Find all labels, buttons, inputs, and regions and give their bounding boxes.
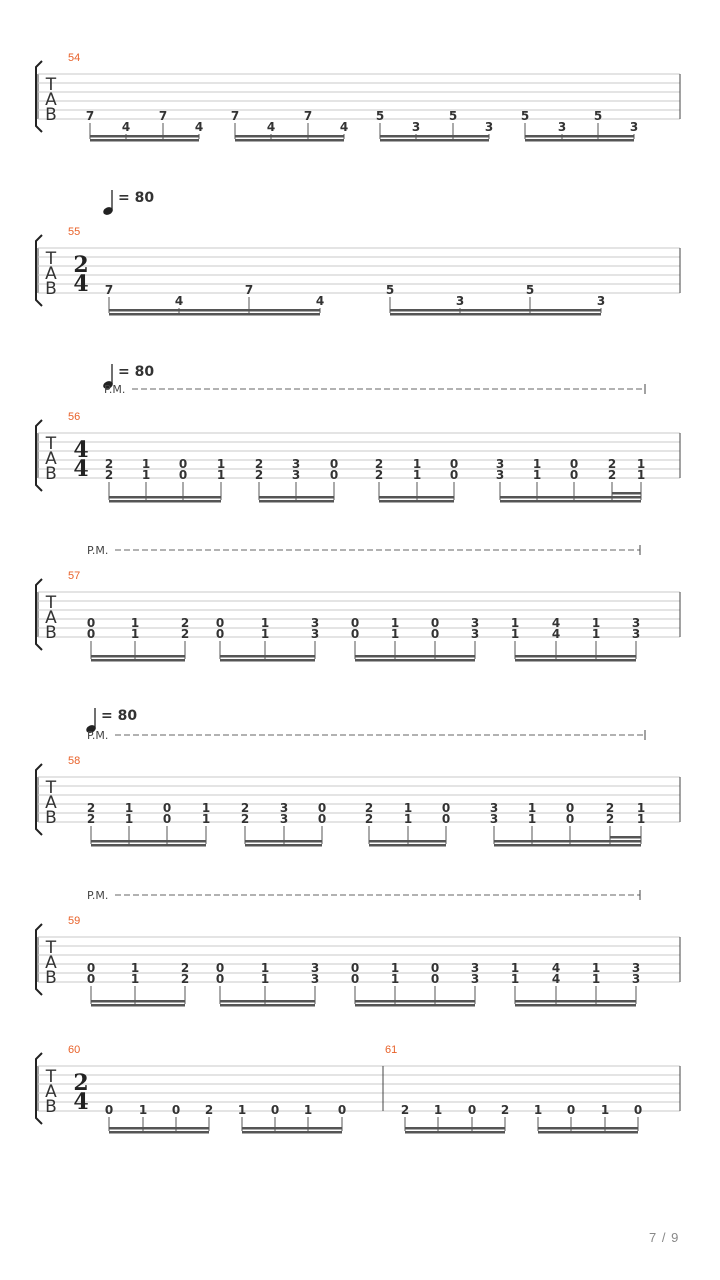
fret-number: 3: [310, 972, 320, 986]
fret-number: 1: [303, 1103, 313, 1117]
fret-number: 7: [303, 109, 313, 123]
tab-clef-letter-a: A: [45, 449, 57, 469]
fret-number: 1: [138, 1103, 148, 1117]
tab-clef-letter-b: B: [45, 279, 57, 299]
fret-number: 7: [244, 283, 254, 297]
fret-number: 1: [591, 627, 601, 641]
fret-number: 1: [390, 616, 400, 630]
fret-number: 1: [412, 468, 422, 482]
fret-number: 1: [201, 801, 211, 815]
fret-number: 0: [86, 961, 96, 975]
beam-secondary: [109, 1131, 209, 1134]
beam-secondary: [380, 139, 489, 142]
fret-number: 1: [216, 468, 226, 482]
fret-number: 1: [390, 961, 400, 975]
fret-number: 1: [636, 468, 646, 482]
tab-clef-letter-t: T: [45, 434, 57, 454]
fret-number: 1: [591, 961, 601, 975]
beam-secondary: [538, 1131, 638, 1134]
fret-number: 1: [433, 1103, 443, 1117]
beam-primary: [494, 840, 641, 843]
tab-clef-letter-a: A: [45, 608, 57, 628]
tab-clef-letter-a: A: [45, 953, 57, 973]
beam-tertiary: [612, 492, 641, 495]
fret-number: 1: [260, 961, 270, 975]
beam-primary: [379, 496, 454, 499]
beam-secondary: [515, 1004, 636, 1007]
palm-mute-label: P.M.: [87, 544, 109, 557]
beam-secondary: [259, 500, 334, 503]
fret-number: 0: [569, 457, 579, 471]
fret-number: 3: [291, 468, 301, 482]
fret-number: 2: [240, 801, 250, 815]
fret-number: 0: [565, 812, 575, 826]
beam-secondary: [525, 139, 634, 142]
fret-number: 1: [527, 812, 537, 826]
fret-number: 3: [489, 801, 499, 815]
fret-number: 0: [430, 961, 440, 975]
measure-number: 55: [68, 226, 81, 238]
fret-number: 0: [441, 801, 451, 815]
fret-number: 0: [86, 616, 96, 630]
beam-primary: [355, 655, 475, 658]
time-signature-bottom: 4: [73, 1089, 89, 1115]
measure-number: 61: [385, 1044, 398, 1056]
tab-clef-letter-b: B: [45, 1097, 57, 1117]
tab-clef-letter-t: T: [45, 249, 57, 269]
beam-primary: [405, 1127, 505, 1130]
fret-number: 1: [130, 972, 140, 986]
fret-number: 1: [390, 972, 400, 986]
fret-number: 5: [448, 109, 458, 123]
beam-primary: [235, 135, 344, 138]
fret-number: 1: [130, 616, 140, 630]
fret-number: 3: [291, 457, 301, 471]
beam-secondary: [379, 500, 454, 503]
fret-number: 5: [525, 283, 535, 297]
tab-clef-letter-b: B: [45, 968, 57, 988]
fret-number: 2: [180, 627, 190, 641]
measure-number: 54: [68, 52, 81, 64]
beam-secondary: [235, 139, 344, 142]
fret-number: 4: [121, 120, 131, 134]
fret-number: 3: [631, 616, 641, 630]
time-signature-top: 2: [73, 252, 89, 278]
beam-primary: [538, 1127, 638, 1130]
beam-secondary: [245, 844, 322, 847]
beam-secondary: [494, 844, 641, 847]
tab-clef-letter-t: T: [45, 593, 57, 613]
beam-primary: [109, 309, 320, 312]
system-bracket: [36, 764, 42, 835]
fret-number: 5: [375, 109, 385, 123]
palm-mute-label: P.M.: [87, 889, 109, 902]
system-bracket: [36, 924, 42, 995]
fret-number: 3: [489, 812, 499, 826]
fret-number: 3: [455, 294, 465, 308]
tab-clef-letter-t: T: [45, 938, 57, 958]
fret-number: 3: [279, 812, 289, 826]
fret-number: 1: [600, 1103, 610, 1117]
fret-number: 1: [390, 627, 400, 641]
time-signature-top: 4: [73, 437, 89, 463]
tab-clef-letter-a: A: [45, 1082, 57, 1102]
fret-number: 7: [85, 109, 95, 123]
fret-number: 2: [204, 1103, 214, 1117]
fret-number: 1: [141, 457, 151, 471]
fret-number: 2: [254, 457, 264, 471]
fret-number: 4: [551, 972, 561, 986]
fret-number: 0: [270, 1103, 280, 1117]
fret-number: 0: [350, 972, 360, 986]
fret-number: 1: [636, 457, 646, 471]
fret-number: 3: [495, 457, 505, 471]
beam-secondary: [91, 659, 185, 662]
fret-number: 0: [430, 972, 440, 986]
tab-clef-letter-a: A: [45, 793, 57, 813]
fret-number: 2: [180, 961, 190, 975]
beam-primary: [380, 135, 489, 138]
fret-number: 0: [441, 812, 451, 826]
fret-number: 0: [317, 812, 327, 826]
fret-number: 1: [412, 457, 422, 471]
fret-number: 0: [162, 801, 172, 815]
page-indicator: 7 / 9: [649, 1230, 680, 1245]
tab-clef-letter-t: T: [45, 75, 57, 95]
tab-system-3: [36, 364, 680, 503]
fret-number: 3: [310, 627, 320, 641]
fret-number: 2: [86, 812, 96, 826]
beam-primary: [91, 840, 206, 843]
tab-clef-letter-a: A: [45, 90, 57, 110]
fret-number: 3: [470, 961, 480, 975]
beam-secondary: [369, 844, 446, 847]
fret-number: 2: [364, 801, 374, 815]
fret-number: 4: [551, 961, 561, 975]
fret-number: 1: [130, 627, 140, 641]
measure-number: 59: [68, 915, 81, 927]
fret-number: 2: [607, 457, 617, 471]
fret-number: 0: [430, 627, 440, 641]
fret-number: 3: [631, 627, 641, 641]
tab-system-4: [36, 544, 680, 662]
fret-number: 3: [470, 972, 480, 986]
fret-number: 3: [411, 120, 421, 134]
measure-number: 56: [68, 411, 81, 423]
time-signature-bottom: 4: [73, 271, 89, 297]
measure-number: 57: [68, 570, 81, 582]
beam-primary: [242, 1127, 342, 1130]
fret-number: 0: [569, 468, 579, 482]
fret-number: 4: [315, 294, 325, 308]
beam-primary: [390, 309, 601, 312]
fret-number: 0: [215, 961, 225, 975]
fret-number: 0: [317, 801, 327, 815]
fret-number: 4: [551, 627, 561, 641]
beam-primary: [91, 655, 185, 658]
tempo-marking: = 80: [118, 364, 155, 380]
fret-number: 1: [532, 468, 542, 482]
fret-number: 3: [495, 468, 505, 482]
fret-number: 0: [350, 616, 360, 630]
fret-number: 1: [636, 812, 646, 826]
fret-number: 0: [215, 616, 225, 630]
beam-tertiary: [610, 836, 641, 839]
beam-primary: [245, 840, 322, 843]
fret-number: 4: [194, 120, 204, 134]
fret-number: 1: [533, 1103, 543, 1117]
fret-number: 0: [566, 1103, 576, 1117]
fret-number: 1: [403, 801, 413, 815]
tab-system-2: [36, 190, 680, 316]
fret-number: 5: [520, 109, 530, 123]
fret-number: 0: [171, 1103, 181, 1117]
beam-secondary: [91, 1004, 185, 1007]
fret-number: 3: [310, 961, 320, 975]
fret-number: 0: [565, 801, 575, 815]
tab-clef-letter-b: B: [45, 623, 57, 643]
fret-number: 0: [467, 1103, 477, 1117]
beam-primary: [91, 1000, 185, 1003]
beam-secondary: [220, 659, 315, 662]
fret-number: 1: [403, 812, 413, 826]
fret-number: 2: [500, 1103, 510, 1117]
tab-system-6: [36, 889, 680, 1007]
beam-primary: [220, 655, 315, 658]
beam-primary: [500, 496, 641, 499]
fret-number: 1: [130, 961, 140, 975]
fret-number: 3: [470, 616, 480, 630]
tab-clef-letter-a: A: [45, 264, 57, 284]
fret-number: 2: [180, 616, 190, 630]
beam-secondary: [109, 500, 221, 503]
fret-number: 2: [400, 1103, 410, 1117]
fret-number: 0: [178, 457, 188, 471]
beam-secondary: [405, 1131, 505, 1134]
tab-system-5: [36, 708, 680, 847]
fret-number: 2: [605, 801, 615, 815]
fret-number: 0: [104, 1103, 114, 1117]
fret-number: 1: [141, 468, 151, 482]
fret-number: 3: [631, 961, 641, 975]
fret-number: 0: [329, 457, 339, 471]
measure-number: 60: [68, 1044, 81, 1056]
fret-number: 0: [215, 627, 225, 641]
fret-number: 0: [337, 1103, 347, 1117]
fret-number: 0: [86, 972, 96, 986]
tab-clef-letter-b: B: [45, 464, 57, 484]
fret-number: 2: [374, 457, 384, 471]
fret-number: 2: [86, 801, 96, 815]
fret-number: 2: [104, 468, 114, 482]
beam-secondary: [355, 659, 475, 662]
fret-number: 1: [591, 972, 601, 986]
palm-mute-label: P.M.: [87, 729, 109, 742]
beam-primary: [90, 135, 199, 138]
beam-primary: [515, 655, 636, 658]
tempo-marking: = 80: [101, 708, 138, 724]
fret-number: 1: [216, 457, 226, 471]
beam-secondary: [500, 500, 641, 503]
fret-number: 1: [124, 801, 134, 815]
fret-number: 2: [605, 812, 615, 826]
tab-clef-letter-b: B: [45, 105, 57, 125]
tab-system-1: [36, 52, 680, 142]
fret-number: 2: [364, 812, 374, 826]
fret-number: 1: [591, 616, 601, 630]
tab-clef-letter-b: B: [45, 808, 57, 828]
fret-number: 4: [266, 120, 276, 134]
fret-number: 1: [636, 801, 646, 815]
fret-number: 3: [629, 120, 639, 134]
fret-number: 2: [240, 812, 250, 826]
beam-primary: [109, 1127, 209, 1130]
beam-primary: [109, 496, 221, 499]
fret-number: 1: [510, 616, 520, 630]
fret-number: 5: [385, 283, 395, 297]
fret-number: 0: [162, 812, 172, 826]
fret-number: 1: [532, 457, 542, 471]
system-bracket: [36, 579, 42, 650]
beam-secondary: [109, 313, 320, 316]
fret-number: 1: [510, 961, 520, 975]
palm-mute-label: P.M.: [104, 383, 126, 396]
fret-number: 0: [449, 468, 459, 482]
fret-number: 0: [329, 468, 339, 482]
fret-number: 2: [104, 457, 114, 471]
beam-secondary: [91, 844, 206, 847]
tempo-marking: = 80: [118, 190, 155, 206]
tab-clef-letter-t: T: [45, 1067, 57, 1087]
beam-secondary: [515, 659, 636, 662]
fret-number: 1: [237, 1103, 247, 1117]
fret-number: 3: [557, 120, 567, 134]
beam-secondary: [90, 139, 199, 142]
beam-secondary: [390, 313, 601, 316]
fret-number: 3: [470, 627, 480, 641]
fret-number: 0: [449, 457, 459, 471]
fret-number: 1: [260, 972, 270, 986]
fret-number: 1: [124, 812, 134, 826]
fret-number: 4: [551, 616, 561, 630]
fret-number: 1: [260, 616, 270, 630]
fret-number: 1: [201, 812, 211, 826]
fret-number: 0: [350, 627, 360, 641]
fret-number: 5: [593, 109, 603, 123]
system-bracket: [36, 1053, 42, 1124]
time-signature-top: 2: [73, 1070, 89, 1096]
fret-number: 2: [607, 468, 617, 482]
beam-primary: [369, 840, 446, 843]
fret-number: 7: [158, 109, 168, 123]
fret-number: 0: [178, 468, 188, 482]
tab-system-7: [36, 1044, 680, 1134]
fret-number: 1: [527, 801, 537, 815]
beam-primary: [525, 135, 634, 138]
beam-primary: [220, 1000, 315, 1003]
system-bracket: [36, 61, 42, 132]
fret-number: 3: [310, 616, 320, 630]
system-bracket: [36, 235, 42, 306]
fret-number: 3: [484, 120, 494, 134]
system-bracket: [36, 420, 42, 491]
measure-number: 58: [68, 755, 81, 767]
fret-number: 4: [339, 120, 349, 134]
tab-clef-letter-t: T: [45, 778, 57, 798]
fret-number: 0: [215, 972, 225, 986]
fret-number: 1: [510, 972, 520, 986]
fret-number: 0: [86, 627, 96, 641]
fret-number: 3: [631, 972, 641, 986]
fret-number: 0: [430, 616, 440, 630]
beam-secondary: [220, 1004, 315, 1007]
beam-secondary: [242, 1131, 342, 1134]
fret-number: 3: [596, 294, 606, 308]
beam-secondary: [355, 1004, 475, 1007]
fret-number: 2: [374, 468, 384, 482]
fret-number: 0: [350, 961, 360, 975]
fret-number: 7: [104, 283, 114, 297]
beam-primary: [259, 496, 334, 499]
fret-number: 2: [254, 468, 264, 482]
time-signature-bottom: 4: [73, 456, 89, 482]
fret-number: 4: [174, 294, 184, 308]
fret-number: 1: [510, 627, 520, 641]
fret-number: 2: [180, 972, 190, 986]
beam-primary: [355, 1000, 475, 1003]
fret-number: 3: [279, 801, 289, 815]
fret-number: 1: [260, 627, 270, 641]
fret-number: 0: [633, 1103, 643, 1117]
fret-number: 7: [230, 109, 240, 123]
beam-primary: [515, 1000, 636, 1003]
